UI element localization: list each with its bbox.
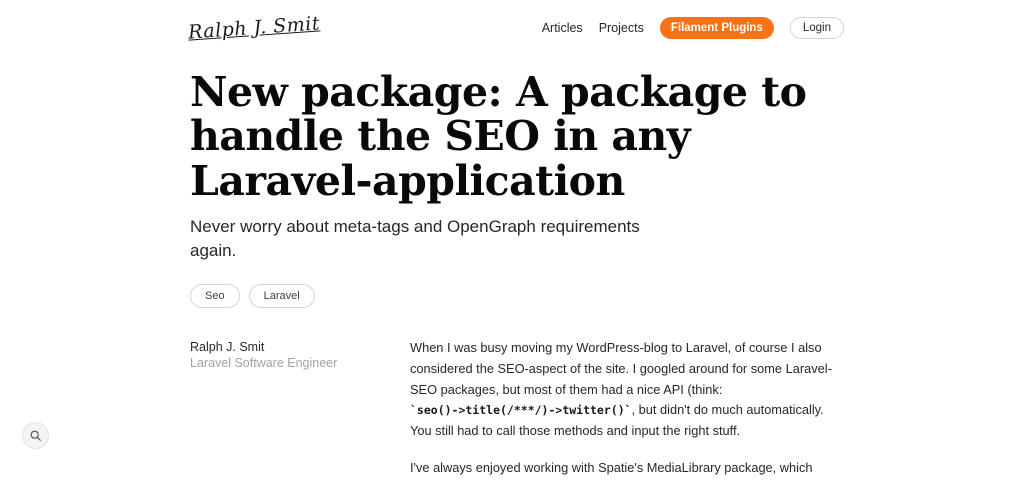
nav-item-projects[interactable]: Projects <box>598 21 644 35</box>
nav-item-articles[interactable]: Articles <box>541 21 583 35</box>
site-header <box>0 0 1024 56</box>
nav-item-filament-plugins[interactable]: Filament Plugins <box>660 17 774 39</box>
paragraph-1 <box>410 338 844 442</box>
paragraph-1-text-after: , but didn't do much automatically. You still had to call those methods and input the right stuff. <box>410 402 824 438</box>
main-nav <box>542 17 844 39</box>
author-role: Laravel Software Engineer <box>190 356 338 371</box>
tag-seo[interactable]: Seo <box>190 284 240 308</box>
site-logo[interactable]: Ralph J. Smit <box>187 12 321 44</box>
tag-list <box>190 284 844 308</box>
inline-code-seo-api: `seo()->title(/***/)->twitter()` <box>410 403 632 418</box>
author-name: Ralph J. Smit <box>190 340 265 355</box>
paragraph-2: I've always enjoyed working with Spatie's MediaLibrary package, which <box>410 459 813 475</box>
article-content <box>410 338 844 494</box>
paragraph-1-text-before: When I was busy moving my WordPress-blog to Laravel, of course I also considered the SEO-aspect of the site. I googled around for some Laravel-SEO packages, but most of them had a nice API (think: <box>410 340 832 397</box>
article-subtitle: Never worry about meta-tags and OpenGraph requirements again. <box>190 216 640 261</box>
search-button[interactable] <box>22 422 49 449</box>
nav-item-login[interactable]: Login <box>790 17 844 39</box>
page-title: New package: A package to handle the SEO in any Laravel-application <box>190 68 807 205</box>
byline <box>190 338 410 494</box>
search-icon <box>29 429 42 442</box>
article <box>0 56 1024 494</box>
article-body <box>190 338 844 494</box>
tag-laravel[interactable]: Laravel <box>249 284 315 308</box>
